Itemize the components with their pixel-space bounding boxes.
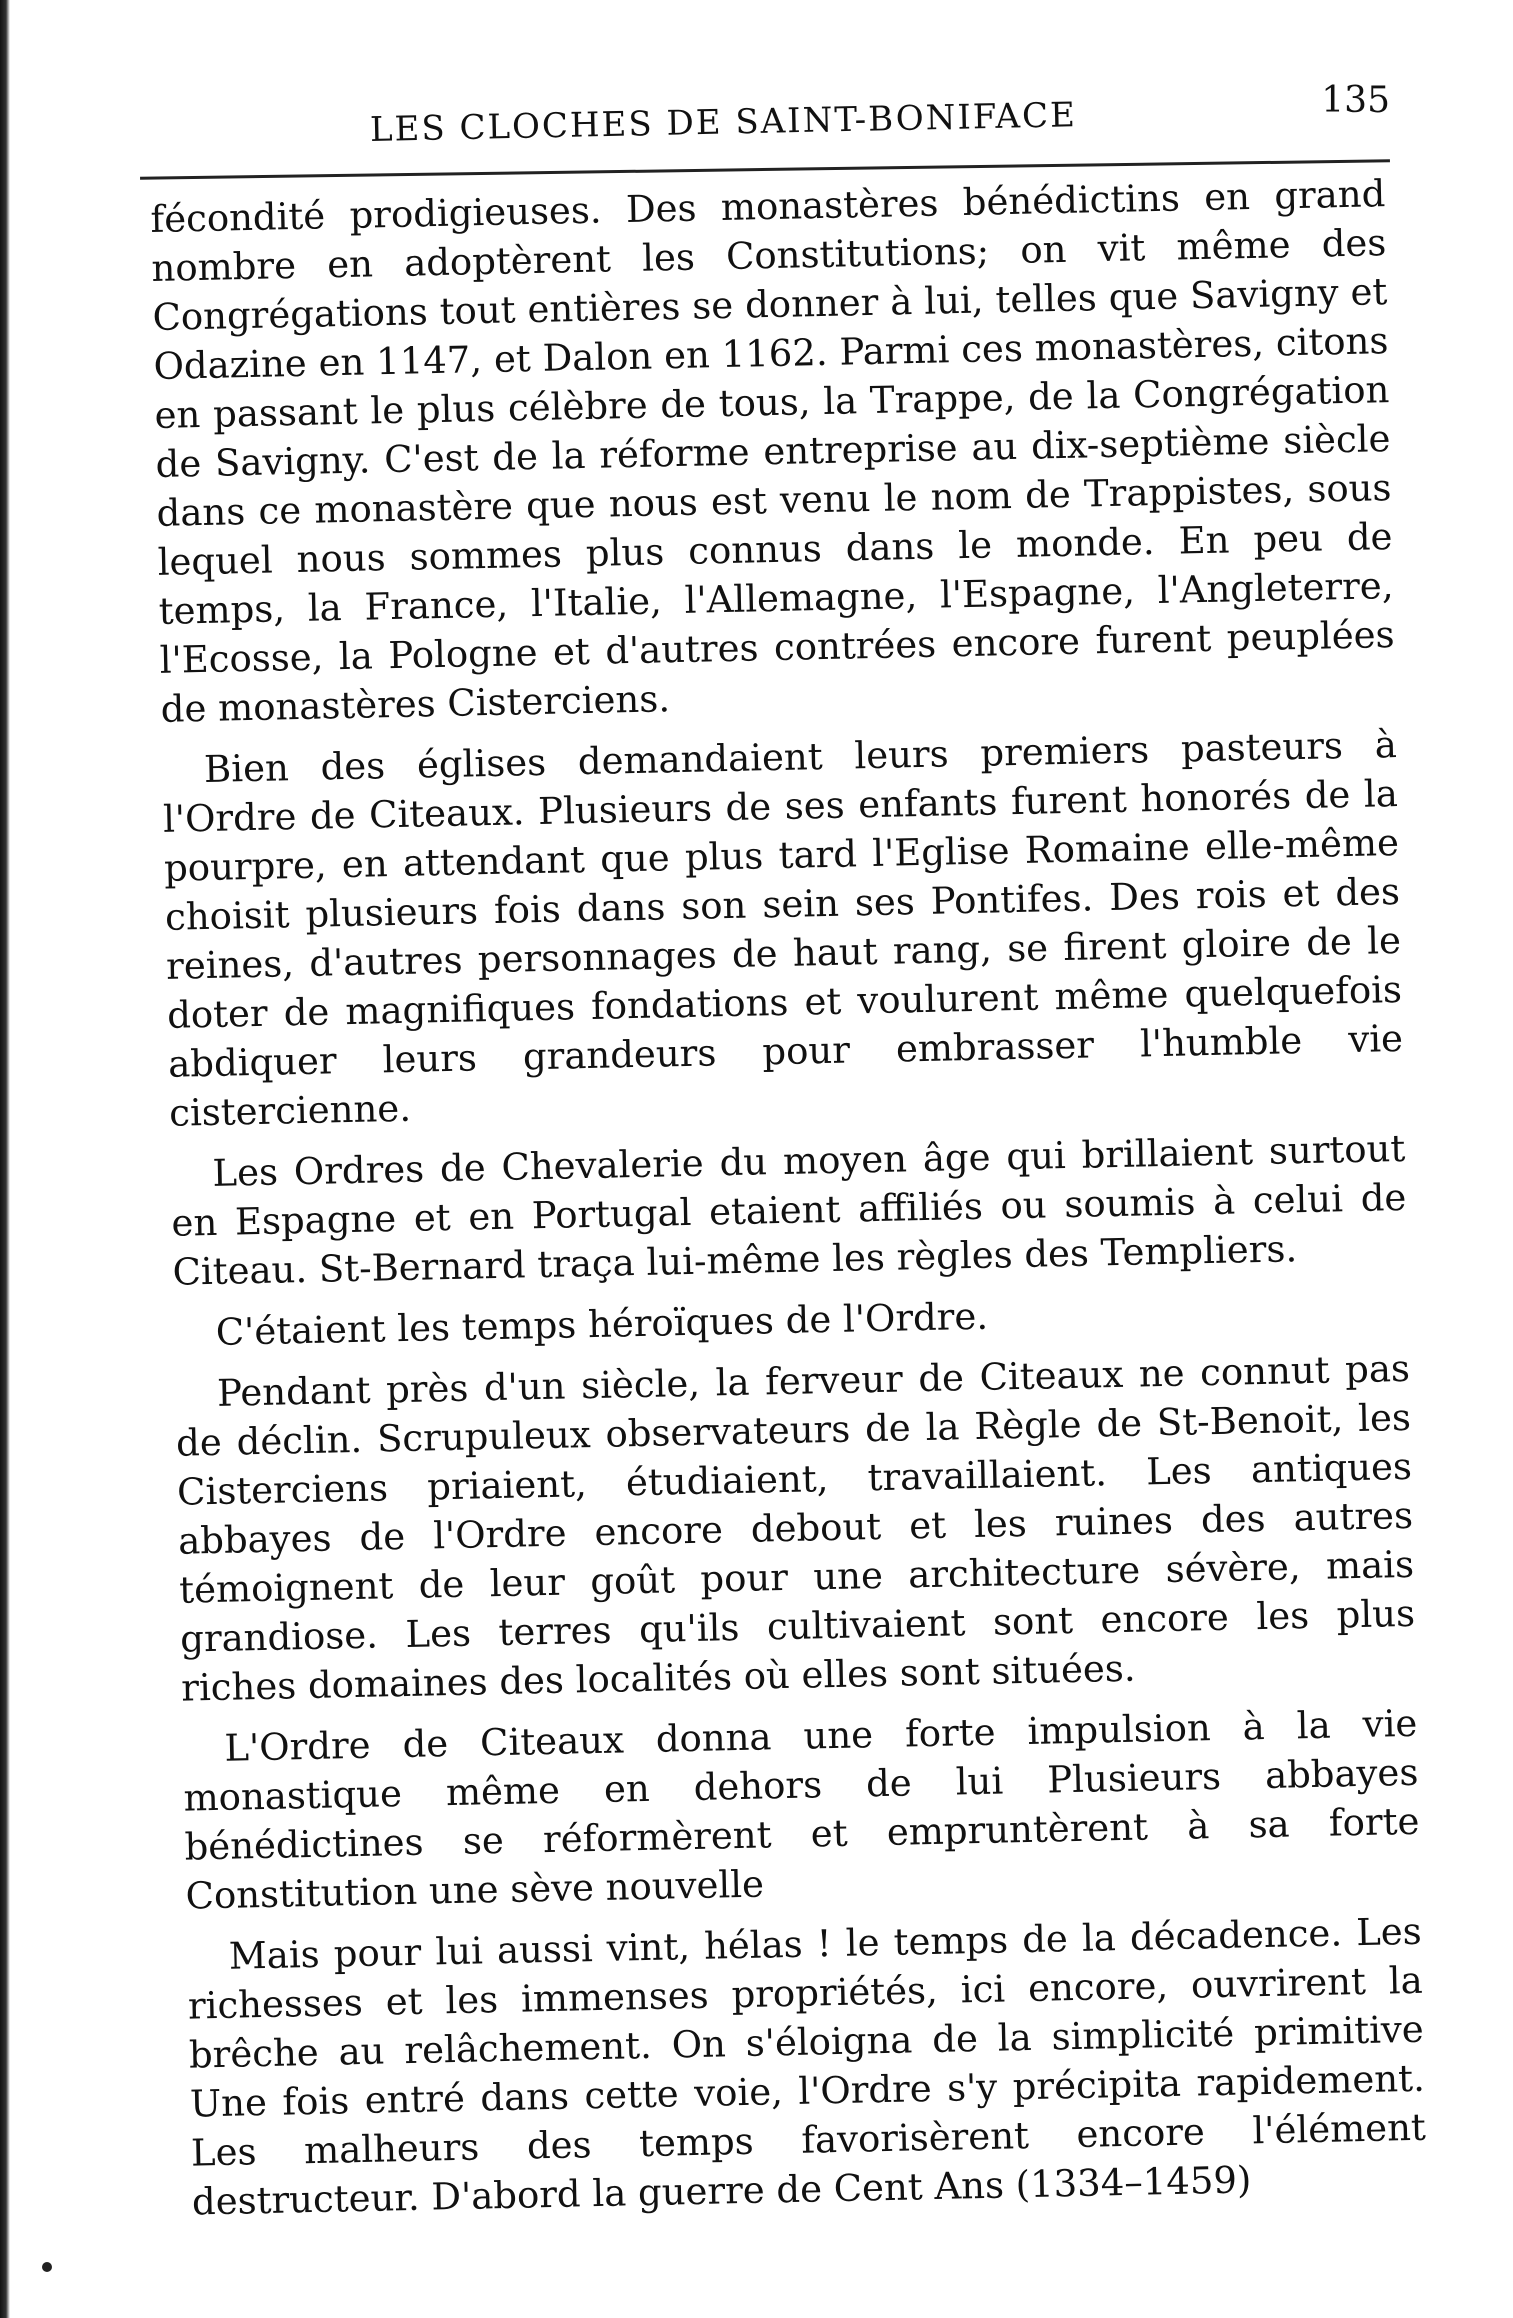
paragraph: L'Ordre de Citeaux donna une forte impulsion à la vie monastique même en dehors de lui Plusieurs abbayes bénédictines se réformèrent et empruntèrent à sa forte Constitution une sève nouvelle <box>183 1701 1420 1918</box>
paragraph: Bien des églises demandaient leurs premiers pasteurs à l'Ordre de Citeaux. Plusieurs de ses enfants furent honorés de la pourpre, en attendant que plus tard l'Eglise Romaine elle-même choisit plusieurs fois dans son sein ses Pontifes. Des rois et des reines, d'autres personnages de haut rang, se firent gloire de le doter de magnifiques fondations et voulurent même quelquefois abdiquer leurs grandeurs pour embrasser l'humble vie cistercienne. <box>162 723 1404 1135</box>
body-text <box>150 169 1427 2226</box>
scan-edge-shadow <box>0 0 10 2318</box>
paragraph: Les Ordres de Chevalerie du moyen âge qui brillaient surtout en Espagne et en Portugal etaient affiliés ou soumis à celui de Citeau. St-Bernard traça lui-même les règles des Templiers. <box>171 1126 1407 1294</box>
scan-speck <box>42 2262 52 2272</box>
paragraph: C'étaient les temps héroïques de l'Ordre. <box>215 1294 989 1354</box>
running-title: LES CLOCHES DE SAINT-BONIFACE <box>369 95 1078 150</box>
paragraph: fécondité prodigieuses. Des monastères bénédictins en grand nombre en adoptèrent les Constitutions; on vit même des Congrégations tout entières se donner à lui, telles que Savigny et Odazine en 1147, et Dalon en 1162. Parmi ces monastères, citons en passant le plus célèbre de tous, la Trappe, de la Congrégation de Savigny. C'est de la réforme entreprise au dix-septième siècle dans ce monastère que nous est venu le nom de Trappistes, sous lequel nous sommes plus connus dans le monde. En peu de temps, la France, l'Italie, l'Allemagne, l'Espagne, l'Angleterre, l'Ecosse, la Pologne et d'autres contrées encore furent peuplées de monastères Cisterciens. <box>150 172 1395 731</box>
page-header <box>140 80 1390 150</box>
page-number: 135 <box>1321 80 1390 121</box>
paragraph: Pendant près d'un siècle, la ferveur de Citeaux ne connut pas de déclin. Scrupuleux observateurs de la Règle de St-Benoit, les Cisterciens priaient, étudiaient, travaillaient. Les antiques abbayes de l'Ordre encore debout et les ruines des autres témoignent de leur goût pour une architecture sévère, mais grandiose. Les terres qu'ils cultivaient sont encore les plus riches domaines des localités où elles sont situées. <box>175 1346 1416 1710</box>
paragraph: Mais pour lui aussi vint, hélas ! le temps de la décadence. Les richesses et les immenses propriétés, ici encore, ouvrirent la brêche au relâchement. On s'éloigna de la simplicité primitive Une fois entré dans cette voie, l'Ordre s'y précipita rapidement. Les malheurs des temps favorisèrent encore l'élément destructeur. D'abord la guerre de Cent Ans (1334–1459) <box>187 1909 1427 2224</box>
